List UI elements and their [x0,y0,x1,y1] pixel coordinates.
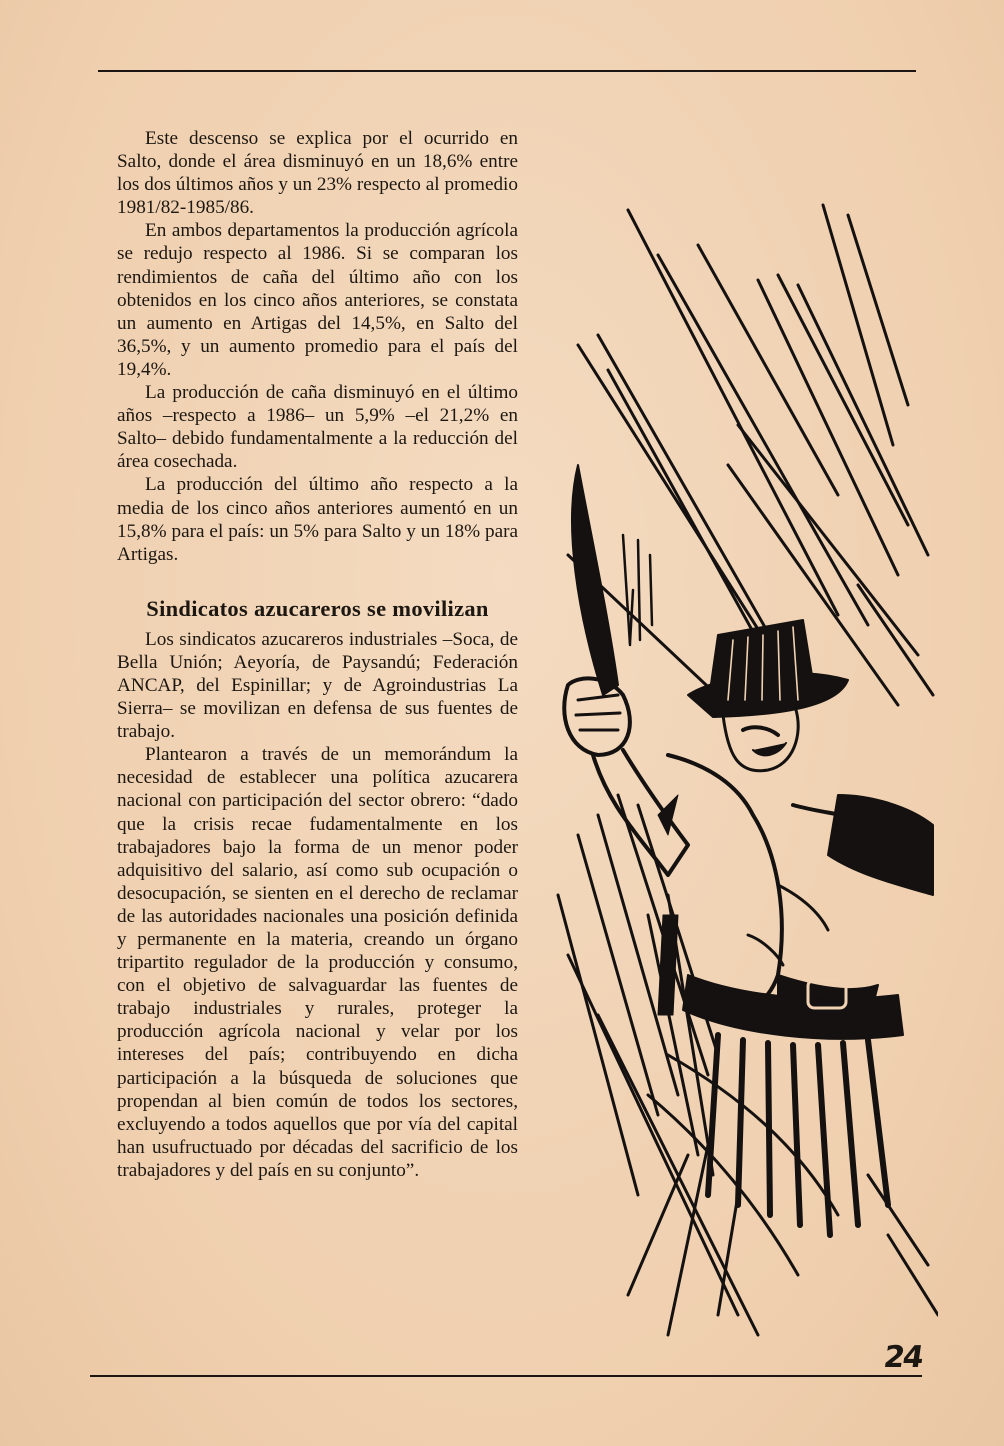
section-production [117,127,518,566]
text-column [117,127,518,1182]
paragraph: La producción del último año respecto a la media de los cinco años anteriores aumentó en un 15,8% para el país: un 5% para Salto y un 18% para Artigas. [117,474,518,565]
bottom-rule [90,1375,922,1377]
top-rule [98,70,916,72]
paragraph: En ambos departamentos la producción agrícola se redujo respecto al 1986. Si se comparan los rendimientos de caña del último año con los obtenidos en los cinco años anteriores, se constata un aumento en Artigas del 14,5%, en Salto del 36,5%, y un aumento promedio para el país del 19,4%. [117,220,518,380]
paragraph: La producción de caña disminuyó en el último años –respecto a 1986– un 5,9% –el 21,2% en Salto– debido fundamentalmente a la reducción del área cosechada. [117,382,518,473]
paragraph: Los sindicatos azucareros industriales –Soca, de Bella Unión; Aeyoría, de Paysandú; Federación ANCAP, del Espinillar; y de Agroindustrias La Sierra– se movilizan en defensa de sus fuentes de trabajo. [117,628,518,743]
paragraph: Este descenso se explica por el ocurrido en Salto, donde el área disminuyó en un 18,6% entre los dos últimos años y un 23% respecto al promedio 1981/82-1985/86. [117,128,518,219]
page-number: 24 [881,1340,925,1375]
paragraph: Plantearon a través de un memorándum la necesidad de establecer una política azucarera nacional con participación del sector obrero: “dado que la crisis recae fudamentalmente en los trabajadores bajo la forma de un menor poder adquisitivo del salario, así como sub ocupación o desocupación, se sienten en el derecho de reclamar de las autoridades nacionales una posición definida y permanente en la materia, creando un órgano tripartito regulador de la producción y consumo, con el objetivo de salvaguardar las fuentes de trabajo industriales y rurales, proteger la producción agrícola nacional y velar por los intereses del país; contribuyendo en dicha participación a la búsqueda de soluciones que propendan al bien común de todos los sectores, excluyendo a todos aquellos que por vía del capital han usufructuado por décadas del sacrificio de los trabajadores y del país en su conjunto”. [117,744,518,1181]
section-heading: Sindicatos azucareros se movilizan [146,595,489,621]
sugarcane-cutter-illustration [538,195,938,1345]
section-unions [117,596,518,1182]
